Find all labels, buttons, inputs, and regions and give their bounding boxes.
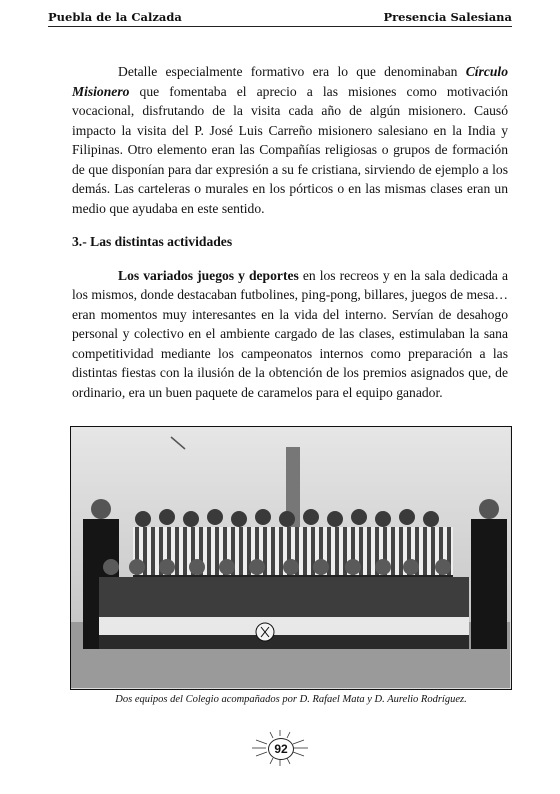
emphasis-juegos-deportes: Los variados juegos y deportes <box>118 267 299 283</box>
section-heading: 3.- Las distintas actividades <box>72 234 233 249</box>
page-number: 92 <box>268 738 294 760</box>
emphasis-circulo-misionero: Círculo Misionero <box>72 64 508 99</box>
team-photo-illustration <box>71 427 510 688</box>
header-right-title: Presencia Salesiana <box>383 10 512 24</box>
paragraph-juegos-deportes <box>72 266 508 403</box>
paragraph-text: Detalle especialmente formativo era lo que denominaban <box>118 64 466 79</box>
paragraph-text: que fomentaba el aprecio a las misiones como motivación vocacional, disfrutando de la visita cada año de algún misionero. Causó impacto la visita del P. José Luis Carreño misionero salesiano en la India y Filipinas. Otro elemento eran las Compañías religiosas o grupos de formación de que disponían para dar expresión a su fe cristiana, sirviendo de ejemplo a los demás. Las carteleras o murales en los pórticos o en las mismas clases eran un medio que ayudaba en este sentido. <box>72 83 508 216</box>
paragraph-text: en los recreos y en la sala dedicada a los mismos, donde destacaban futbolines, ping-pong, billares, juegos de mesa… eran momentos muy interesantes en la vida del interno. Servían de desahogo personal y colectivo en el ambiente cargado de las clases, estimulaban la sana competitividad mediante los campeonatos internos como preparación a las distintas fiestas con la ilusión de la obtención de los premios asignados que, de ordinario, era un buen paquete de caramelos para el equipo ganador. <box>72 267 508 400</box>
team-photo <box>70 426 512 690</box>
running-header <box>48 4 512 27</box>
paragraph-circulo-misionero <box>72 62 508 218</box>
header-left-title: Puebla de la Calzada <box>48 10 182 24</box>
photo-caption: Dos equipos del Colegio acompañados por D. Rafael Mata y D. Aurelio Rodríguez. <box>115 694 467 705</box>
body-text <box>72 62 508 402</box>
page-number-ornament <box>250 728 310 768</box>
